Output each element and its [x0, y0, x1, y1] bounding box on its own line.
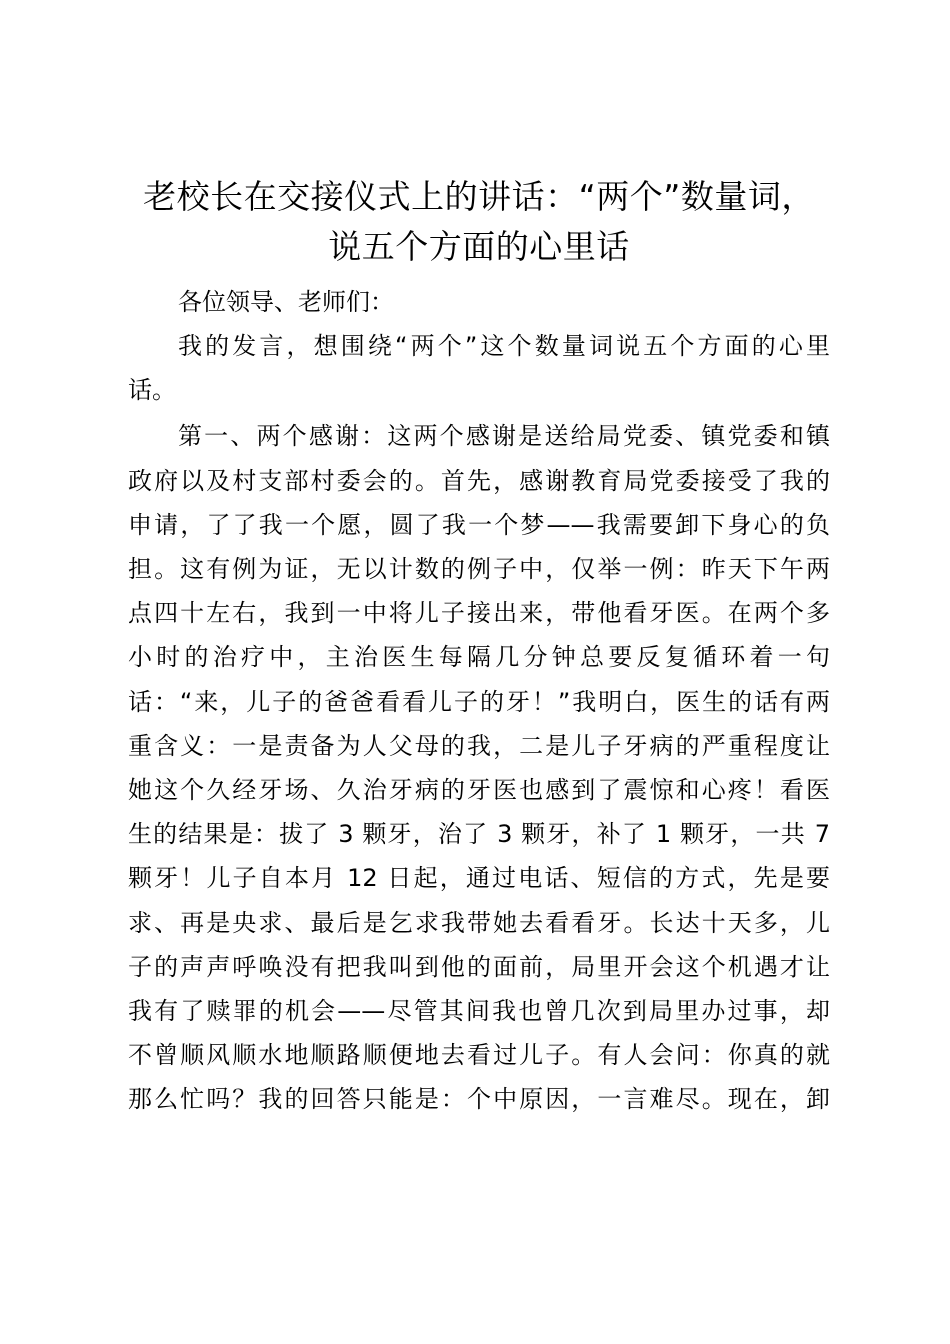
document-title	[128, 172, 830, 272]
text-line: 子的声声呼唤没有把我叫到他的面前，局里开会这个机遇才让	[128, 952, 830, 981]
document-page	[128, 172, 830, 1122]
text-line: 话：“来，儿子的爸爸看看儿子的牙！”我明白，医生的话有两	[128, 687, 830, 716]
text-line: 那么忙吗？我的回答只能是：个中原因，一言难尽。现在，卸	[128, 1085, 830, 1114]
text-line: 第一、两个感谢：这两个感谢是送给局党委、镇党委和镇	[178, 422, 830, 451]
text-line: 她这个久经牙场、久治牙病的牙医也感到了震惊和心疼！看医	[128, 776, 830, 805]
text-line: 政府以及村支部村委会的。首先，感谢教育局党委接受了我的	[128, 466, 830, 495]
text-line: 我的发言，想围绕“两个”这个数量词说五个方面的心里	[178, 332, 830, 360]
title-line: 老校长在交接仪式上的讲话：“两个”数量词，	[143, 177, 815, 216]
paragraph-first-point	[128, 414, 830, 1121]
text-line: 话。	[128, 376, 176, 405]
text-line: 生的结果是：拔了 3 颗牙，治了 3 颗牙，补了 1 颗牙，一共 7	[128, 820, 830, 849]
text-line: 小时的治疗中，主治医生每隔几分钟总要反复循环着一句	[128, 643, 830, 672]
paragraph-intro	[128, 324, 830, 412]
text-line: 担。这有例为证，无以计数的例子中，仅举一例：昨天下午两	[128, 555, 830, 584]
text-line: 不曾顺风顺水地顺路顺便地去看过儿子。有人会问：你真的就	[128, 1041, 830, 1070]
text-line: 点四十左右，我到一中将儿子接出来，带他看牙医。在两个多	[128, 599, 830, 628]
title-line: 说五个方面的心里话	[328, 227, 630, 266]
text-line: 颗牙！儿子自本月 12 日起，通过电话、短信的方式，先是要	[128, 864, 830, 893]
text-line: 我有了赎罪的机会——尽管其间我也曾几次到局里办过事，却	[128, 997, 830, 1026]
text-line: 重含义：一是责备为人父母的我，二是儿子牙病的严重程度让	[128, 731, 830, 760]
text-line: 申请，了了我一个愿，圆了我一个梦——我需要卸下身心的负	[128, 510, 830, 539]
salutation: 各位领导、老师们：	[178, 288, 394, 316]
text-line: 求、再是央求、最后是乞求我带她去看看牙。长达十天多，儿	[128, 908, 830, 937]
